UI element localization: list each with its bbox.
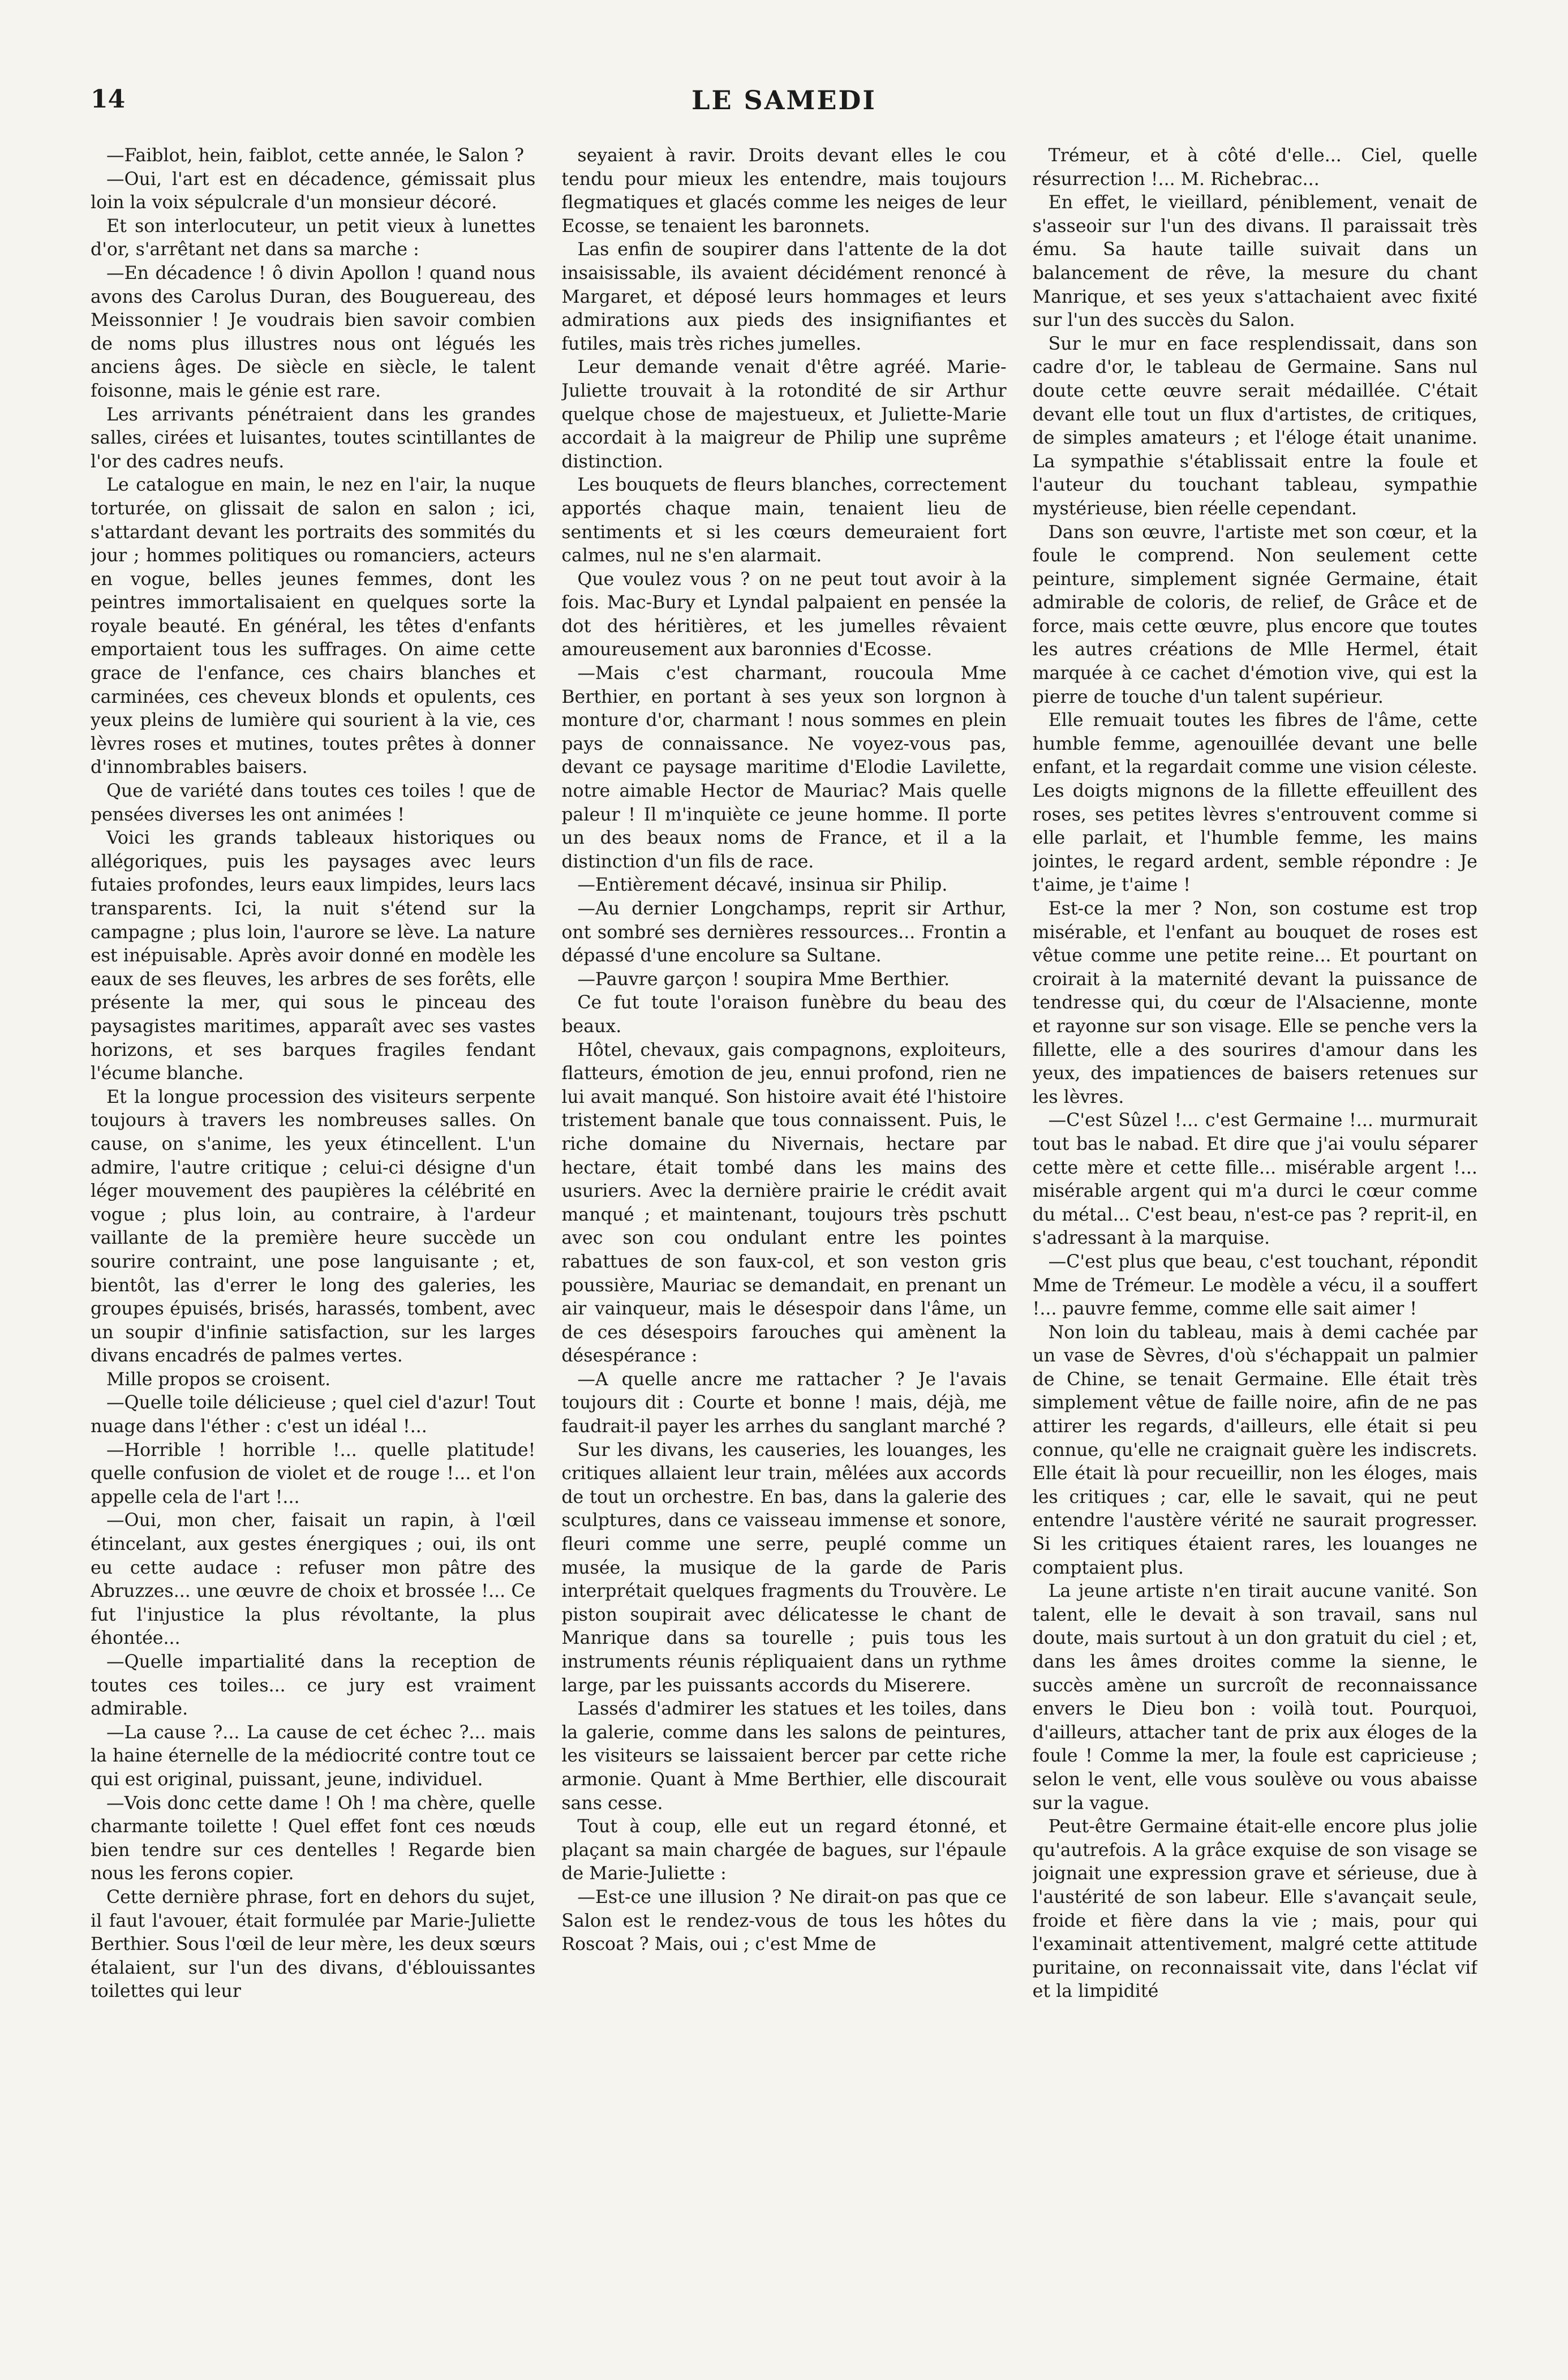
paragraph: Elle remuait toutes les fibres de l'âme, cette humble femme, agenouillée devant une belle enfant, et la regardait comme une vision céleste. Les doigts mignons de la fillette effeuillent des roses, ses petites lèvres s'entrouvent comme si elle parlait, et l'humble femme, les mains jointes, le regard ardent, semble répondre : Je t'aime, je t'aime ! <box>1032 710 1477 896</box>
paragraph: Trémeur, et à côté d'elle... Ciel, quelle résurrection !... M. Richebrac... <box>1032 145 1477 190</box>
paragraph: —Pauvre garçon ! soupira Mme Berthier. <box>577 969 950 990</box>
paragraph: —La cause ?... La cause de cet échec ?... mais la haine éternelle de la médiocrité contre tout ce qui est original, puissant, jeune, individuel. <box>91 1722 536 1790</box>
paragraph: —Horrible ! horrible !... quelle platitude! quelle confusion de violet et de rouge !... et l'on appelle cela de l'art !... <box>91 1440 536 1507</box>
paragraph: seyaient à ravir. Droits devant elles le cou tendu pour mieux les entendre, mais toujours flegmatiques et glacés comme les neiges de leur Ecosse, se tenaient les baronnets. <box>561 145 1007 237</box>
paragraph: —Entièrement décavé, insinua sir Philip. <box>577 875 948 896</box>
paragraph: —A quelle ancre me rattacher ? Je l'avais toujours dit : Courte et bonne ! mais, déjà, me faudrait-il payer les arrhes du sanglant marché ? <box>561 1369 1007 1437</box>
text-columns <box>91 144 1477 2318</box>
paragraph: Mille propos se croisent. <box>106 1369 331 1390</box>
paragraph: Leur demande venait d'être agréé. Marie-Juliette trouvait à la rotondité de sir Arthur quelque chose de majestueux, et Juliette-Marie accordait à la maigreur de Philip une suprême distinction. <box>561 357 1007 472</box>
paragraph: —Vois donc cette dame ! Oh ! ma chère, quelle charmante toilette ! Quel effet font ces nœuds bien tendre sur ces dentelles ! Regarde bien nous les ferons copier. <box>91 1793 536 1884</box>
paragraph: Las enfin de soupirer dans l'attente de la dot insaisissable, ils avaient décidément renoncé à Margaret, et déposé leurs hommages et leurs admirations aux pieds des insignifiantes et futiles, mais très riches jumelles. <box>561 239 1007 354</box>
paragraph: Sur les divans, les causeries, les louanges, les critiques allaient leur train, mêlées aux accords de tout un orchestre. En bas, dans la galerie des sculptures, dans ce vaisseau immense et sonore, fleuri comme une serre, peuplé comme un musée, la musique de la garde de Paris interprétait quelques fragments du Trouvère. Le piston soupirait avec délicatesse le chant de Manrique dans sa tourelle ; puis tous les instruments réunis répliquaient dans un rythme large, par les puissants accords du Miserere. <box>561 1440 1007 1696</box>
text-column-2 <box>561 144 1006 2318</box>
paragraph: Hôtel, chevaux, gais compagnons, exploiteurs, flatteurs, émotion de jeu, ennui profond, rien ne lui avait manqué. Son histoire avait été l'histoire tristement banale que tous connaissent. Puis, le riche domaine du Nivernais, hectare par hectare, était tombé dans les mains des usuriers. Avec la dernière prairie le crédit avait manqué ; et maintenant, toujours très pschutt avec son cou ondulant entre les pointes rabattues de son faux-col, et son veston gris poussière, Mauriac se demandait, en prenant un air vainqueur, mais le désespoir dans l'âme, un de ces désespoirs farouches qui amènent la désespérance : <box>561 1039 1007 1367</box>
paragraph: Est-ce la mer ? Non, son costume est trop misérable, et l'enfant au bouquet de roses est vêtue comme une petite reine... Et pourtant on croirait à la maternité devant la puissance de tendresse qui, du cœur de l'Alsacienne, monte et rayonne sur son visage. Elle se penche vers la fillette, elle a des sourires d'amour dans les yeux, des impatiences de baisers retenues sur les lèvres. <box>1032 899 1477 1107</box>
paragraph: Le catalogue en main, le nez en l'air, la nuque torturée, on glissait de salon en salon ; ici, s'attardant devant les portraits des sommités du jour ; hommes politiques ou romanciers, acteurs en vogue, belles jeunes femmes, dont les peintres immortalisaient en quelques sorte la royale beauté. En général, les têtes d'enfants emportaient tous les suffrages. On aime cette grace de l'enfance, ces chairs blanches et carminées, ces cheveux blonds et opulents, ces yeux pleins de lumière qui sourient à la vie, ces lèvres roses et mutines, toutes prêtes à donner d'innombrables baisers. <box>91 475 536 778</box>
paragraph: Voici les grands tableaux historiques ou allégoriques, puis les paysages avec leurs futaies profondes, leurs eaux limpides, leurs lacs transparents. Ici, la nuit s'étend sur la campagne ; plus loin, l'aurore se lève. La nature est inépuisable. Après avoir donné en modèle les eaux de ses fleuves, les arbres de ses forêts, elle présente la mer, qui sous le pinceau des paysagistes maritimes, apparaît avec ses vastes horizons, et ses barques fragiles fendant l'écume blanche. <box>91 828 536 1084</box>
paragraph: —Oui, mon cher, faisait un rapin, à l'œil étincelant, aux gestes énergiques ; oui, ils ont eu cette audace : refuser mon pâtre des Abruzzes... une œuvre de choix et brossée !... Ce fut l'injustice la plus révoltante, la plus éhontée... <box>91 1510 536 1649</box>
paragraph: —C'est plus que beau, c'est touchant, répondit Mme de Trémeur. Le modèle a vécu, il a souffert !... pauvre femme, comme elle sait aimer ! <box>1032 1251 1477 1320</box>
running-title: LE SAMEDI <box>691 85 877 115</box>
paragraph: Que voulez vous ? on ne peut tout avoir à la fois. Mac-Bury et Lyndal palpaient en pensée la dot des héritières, et les jumelles rêvaient amoureusement aux baronnies d'Ecosse. <box>561 569 1007 660</box>
paragraph: Et la longue procession des visiteurs serpente toujours à travers les nombreuses salles. On cause, on s'anime, les yeux étincellent. L'un admire, l'autre critique ; celui-ci désigne d'un léger mouvement des paupières la célébrité en vogue ; plus loin, au contraire, à l'ardeur vaillante de la première heure succède un sourire contraint, une pose languisante ; et, bientôt, las d'errer le long des galeries, les groupes épuisés, brisés, harassés, tombent, avec un soupir d'infinie satisfaction, sur les larges divans encadrés de palmes vertes. <box>91 1086 536 1367</box>
paragraph: Sur le mur en face resplendissait, dans son cadre d'or, le tableau de Germaine. Sans nul doute cette œuvre serait médaillée. C'était devant elle tout un flux d'artistes, de critiques, de simples amateurs ; et l'éloge était unanime. La sympathie s'établissait entre la foule et l'auteur du touchant tableau, sympathie mystérieuse, bien réelle cependant. <box>1032 333 1477 519</box>
paragraph: Lassés d'admirer les statues et les toiles, dans la galerie, comme dans les salons de peintures, les visiteurs se laissaient bercer par cette riche armonie. Quant à Mme Berthier, elle discourait sans cesse. <box>561 1699 1007 1814</box>
paragraph: —Quelle impartialité dans la reception de toutes ces toiles... ce jury est vraiment admirable. <box>91 1652 536 1720</box>
paragraph: —Quelle toile délicieuse ; quel ciel d'azur! Tout nuage dans l'éther : c'est un idéal !... <box>91 1393 536 1437</box>
text-column-1 <box>91 144 535 2318</box>
paragraph: —Est-ce une illusion ? Ne dirait-on pas que ce Salon est le rendez-vous de tous les hôtes du Roscoat ? Mais, oui ; c'est Mme de <box>561 1887 1007 1955</box>
page-header <box>91 85 1477 136</box>
paragraph: Dans son œuvre, l'artiste met son cœur, et la foule le comprend. Non seulement cette peinture, simplement signée Germaine, était admirable de coloris, de relief, de Grâce et de force, mais cette œuvre, plus encore que toutes les autres créations de Mlle Hermel, était marquée à ce cachet d'émotion vive, qui est la pierre de touche d'un talent supérieur. <box>1032 522 1477 707</box>
paragraph: Que de variété dans toutes ces toiles ! que de pensées diverses les ont animées ! <box>91 781 536 825</box>
text-column-3 <box>1033 144 1477 2318</box>
paragraph: La jeune artiste n'en tirait aucune vanité. Son talent, elle le devait à son travail, sans nul doute, mais surtout à un don gratuit du ciel ; et, dans les âmes droites comme la sienne, le succès amène un surcroît de reconnaissance envers le Dieu bon : voilà tout. Pourquoi, d'ailleurs, attacher tant de prix aux éloges de la foule ! Comme la mer, la foule est capricieuse ; selon le vent, elle vous soulève ou vous abaisse sur la vague. <box>1032 1581 1477 1814</box>
paragraph: Cette dernière phrase, fort en dehors du sujet, il faut l'avouer, était formulée par Marie-Juliette Berthier. Sous l'œil de leur mère, les deux sœurs étalaient, sur l'un des divans, d'éblouissantes toilettes qui leur <box>91 1887 536 2002</box>
page-number: 14 <box>91 85 126 114</box>
paragraph: —Mais c'est charmant, roucoula Mme Berthier, en portant à ses yeux son lorgnon à monture d'or, charmant ! nous sommes en plein pays de connaissance. Ne voyez-vous pas, devant ce paysage maritime d'Elodie Lavilette, notre aimable Hector de Mauriac? Mais quelle paleur ! Il m'inquiète ce jeune homme. Il porte un des beaux noms de France, et il a la distinction d'un fils de race. <box>561 663 1007 872</box>
paragraph: Non loin du tableau, mais à demi cachée par un vase de Sèvres, d'où s'échappait un palmier de Chine, se tenait Germaine. Elle était très simplement vêtue de faille noire, afin de ne pas attirer les regards, d'ailleurs, elle était si peu connue, qu'elle ne craignait guère les indiscrets. Elle était là pour recueillir, non les éloges, mais les critiques ; car, elle le savait, qui ne peut entendre l'austère vérité ne saurait progresser. Si les critiques étaient rares, les louanges ne comptaient plus. <box>1032 1322 1477 1578</box>
paragraph: —En décadence ! ô divin Apollon ! quand nous avons des Carolus Duran, des Bouguereau, des Meissonnier ! Je voudrais bien savoir combien de noms plus illustres nous ont légués les anciens âges. De siècle en siècle, le talent foisonne, mais le génie est rare. <box>91 263 536 401</box>
paragraph: —Faiblot, hein, faiblot, cette année, le Salon ? <box>106 145 525 166</box>
paragraph: Ce fut toute l'oraison funèbre du beau des beaux. <box>561 993 1007 1037</box>
paragraph: —Au dernier Longchamps, reprit sir Arthur, ont sombré ses dernières ressources... Frontin a dépassé d'une encolure sa Sultane. <box>561 899 1007 966</box>
paragraph: —C'est Sûzel !... c'est Germaine !... murmurait tout bas le nabad. Et dire que j'ai voulu séparer cette mère et cette fille... misérable argent !... misérable argent qui m'a durci le cœur comme du métal... C'est beau, n'est-ce pas ? reprit-il, en s'adressant à la marquise. <box>1032 1110 1477 1249</box>
paragraph: Les bouquets de fleurs blanches, correctement apportés chaque main, tenaient lieu de sentiments et si les cœurs demeuraient fort calmes, nul ne s'en alarmait. <box>561 475 1007 566</box>
paragraph: Peut-être Germaine était-elle encore plus jolie qu'autrefois. A la grâce exquise de son visage se joignait une expression grave et sérieuse, due à l'austérité de son labeur. Elle s'avançait seule, froide et fière dans la vie ; mais, pour qui l'examinait attentivement, malgré cette attitude puritaine, on reconnaissait vite, dans l'éclat vif et la limpidité <box>1032 1816 1477 2002</box>
paragraph: —Oui, l'art est en décadence, gémissait plus loin la voix sépulcrale d'un monsieur décoré. <box>91 169 536 213</box>
paragraph: En effet, le vieillard, péniblement, venait de s'asseoir sur l'un des divans. Il paraissait très ému. Sa haute taille suivait dans un balancement de rêve, la mesure du chant Manrique, et ses yeux s'attachaient avec fixité sur l'un des succès du Salon. <box>1032 192 1477 331</box>
paragraph: Tout à coup, elle eut un regard étonné, et plaçant sa main chargée de bagues, sur l'épaule de Marie-Juliette : <box>561 1816 1007 1884</box>
paragraph: Et son interlocuteur, un petit vieux à lunettes d'or, s'arrêtant net dans sa marche : <box>91 216 536 260</box>
paragraph: Les arrivants pénétraient dans les grandes salles, cirées et luisantes, toutes scintillantes de l'or des cadres neufs. <box>91 404 536 472</box>
